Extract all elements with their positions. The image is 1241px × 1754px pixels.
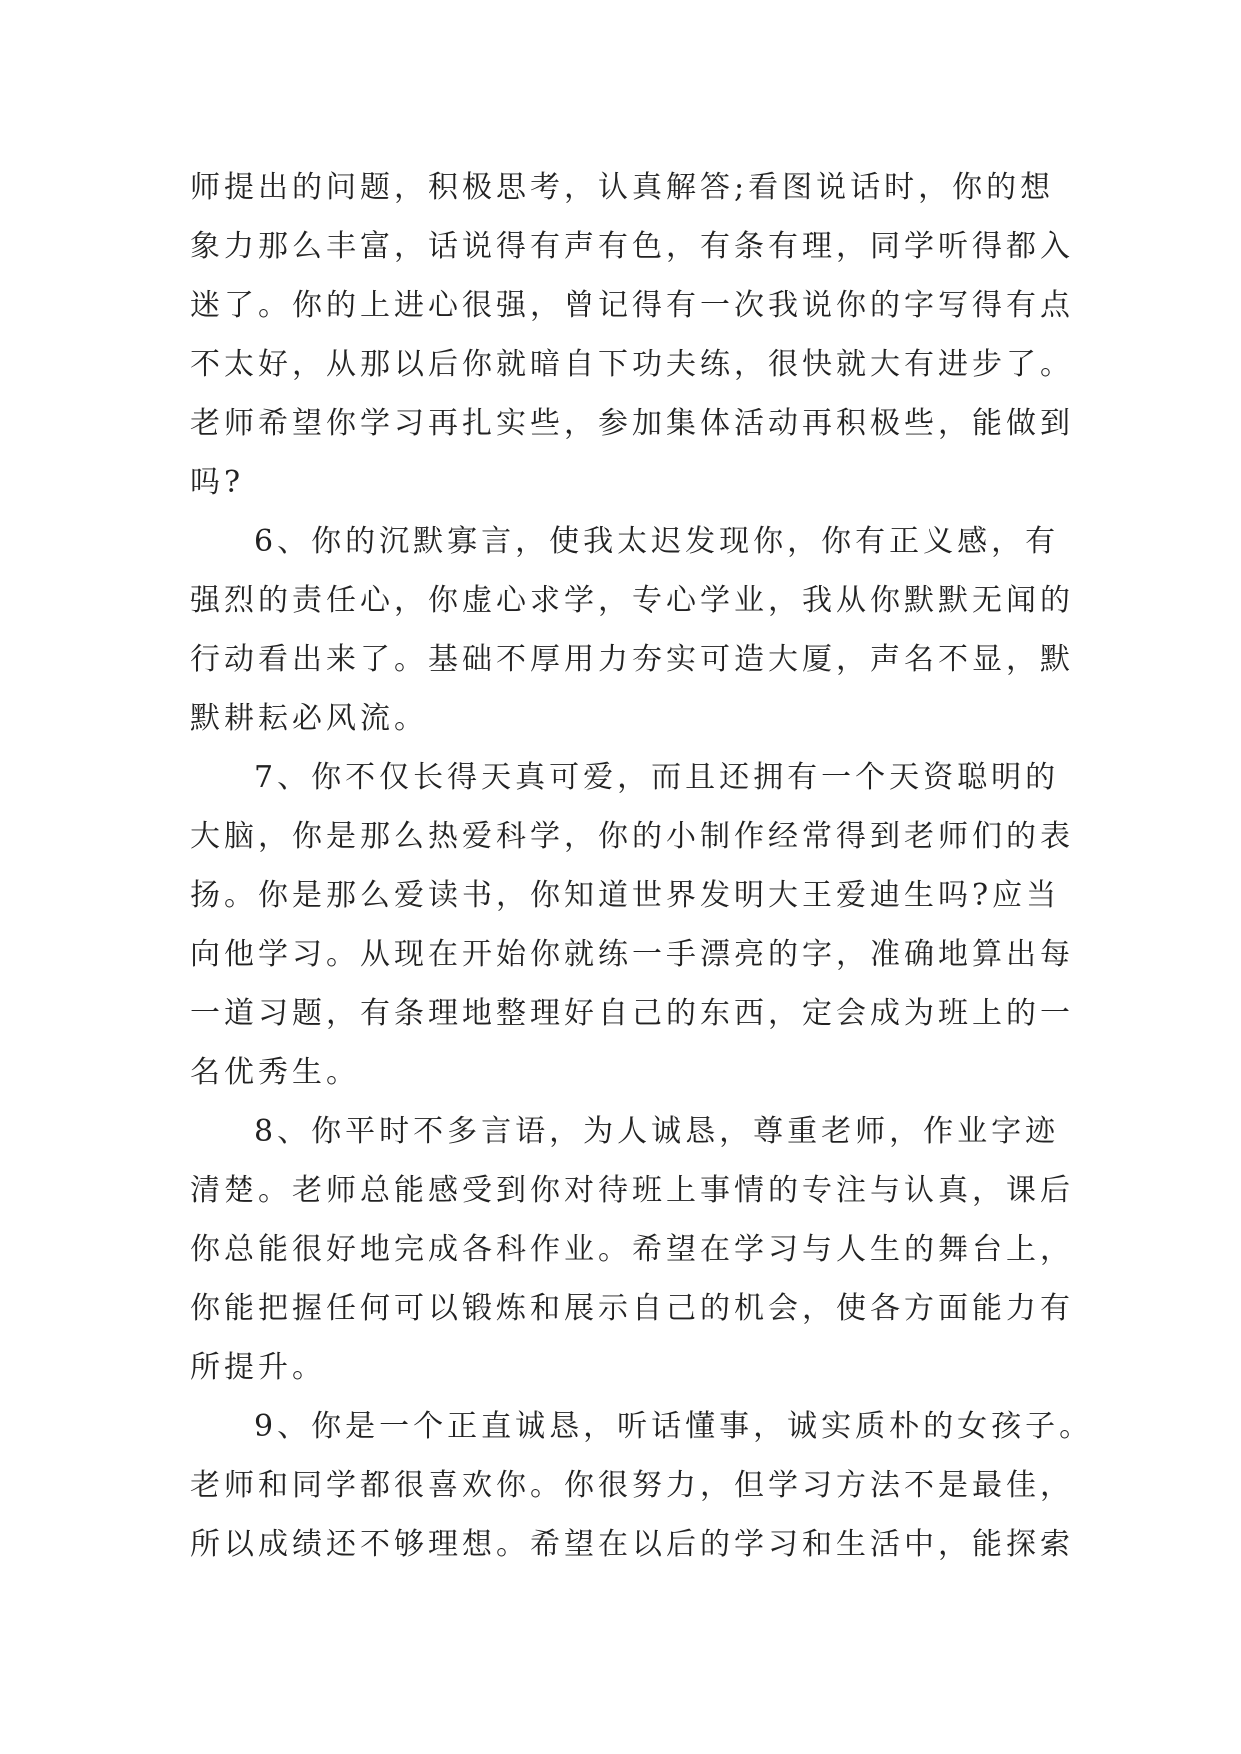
text-line: 所提升。 xyxy=(190,1350,326,1385)
paragraph-start-line: 6、你的沉默寡言，使我太迟发现你，你有正义感，有 xyxy=(254,524,1060,559)
text-line: 你总能很好地完成各科作业。希望在学习与人生的舞台上， xyxy=(190,1232,1074,1267)
text-line: 所以成绩还不够理想。希望在以后的学习和生活中，能探索 xyxy=(190,1527,1074,1562)
paragraph-start-line: 8、你平时不多言语，为人诚恳，尊重老师，作业字迹 xyxy=(254,1114,1060,1149)
text-line: 吗? xyxy=(190,465,245,500)
text-line: 你能把握任何可以锻炼和展示自己的机会，使各方面能力有 xyxy=(190,1291,1074,1326)
text-line: 行动看出来了。基础不厚用力夯实可造大厦，声名不显，默 xyxy=(190,642,1074,677)
text-line: 默耕耘必风流。 xyxy=(190,701,428,736)
text-line: 清楚。老师总能感受到你对待班上事情的专注与认真，课后 xyxy=(190,1173,1074,1208)
paragraph-start-line: 7、你不仅长得天真可爱，而且还拥有一个天资聪明的 xyxy=(254,760,1060,795)
text-line: 扬。你是那么爱读书，你知道世界发明大王爱迪生吗?应当 xyxy=(190,878,1061,913)
document-body xyxy=(190,158,1094,1574)
text-line: 名优秀生。 xyxy=(190,1055,360,1090)
text-line: 向他学习。从现在开始你就练一手漂亮的字，准确地算出每 xyxy=(190,937,1074,972)
text-line: 老师希望你学习再扎实些，参加集体活动再积极些，能做到 xyxy=(190,406,1074,441)
text-line: 一道习题，有条理地整理好自己的东西，定会成为班上的一 xyxy=(190,996,1074,1031)
text-line: 师提出的问题，积极思考，认真解答;看图说话时，你的想 xyxy=(190,170,1055,205)
paragraph-start-line: 9、你是一个正直诚恳，听话懂事，诚实质朴的女孩子。 xyxy=(254,1409,1094,1444)
text-line: 迷了。你的上进心很强，曾记得有一次我说你的字写得有点 xyxy=(190,288,1074,323)
text-line: 强烈的责任心，你虚心求学，专心学业，我从你默默无闻的 xyxy=(190,583,1074,618)
text-line: 不太好，从那以后你就暗自下功夫练，很快就大有进步了。 xyxy=(190,347,1074,382)
text-line: 大脑，你是那么热爱科学，你的小制作经常得到老师们的表 xyxy=(190,819,1074,854)
text-line: 象力那么丰富，话说得有声有色，有条有理，同学听得都入 xyxy=(190,229,1074,264)
text-line: 老师和同学都很喜欢你。你很努力，但学习方法不是最佳， xyxy=(190,1468,1074,1503)
